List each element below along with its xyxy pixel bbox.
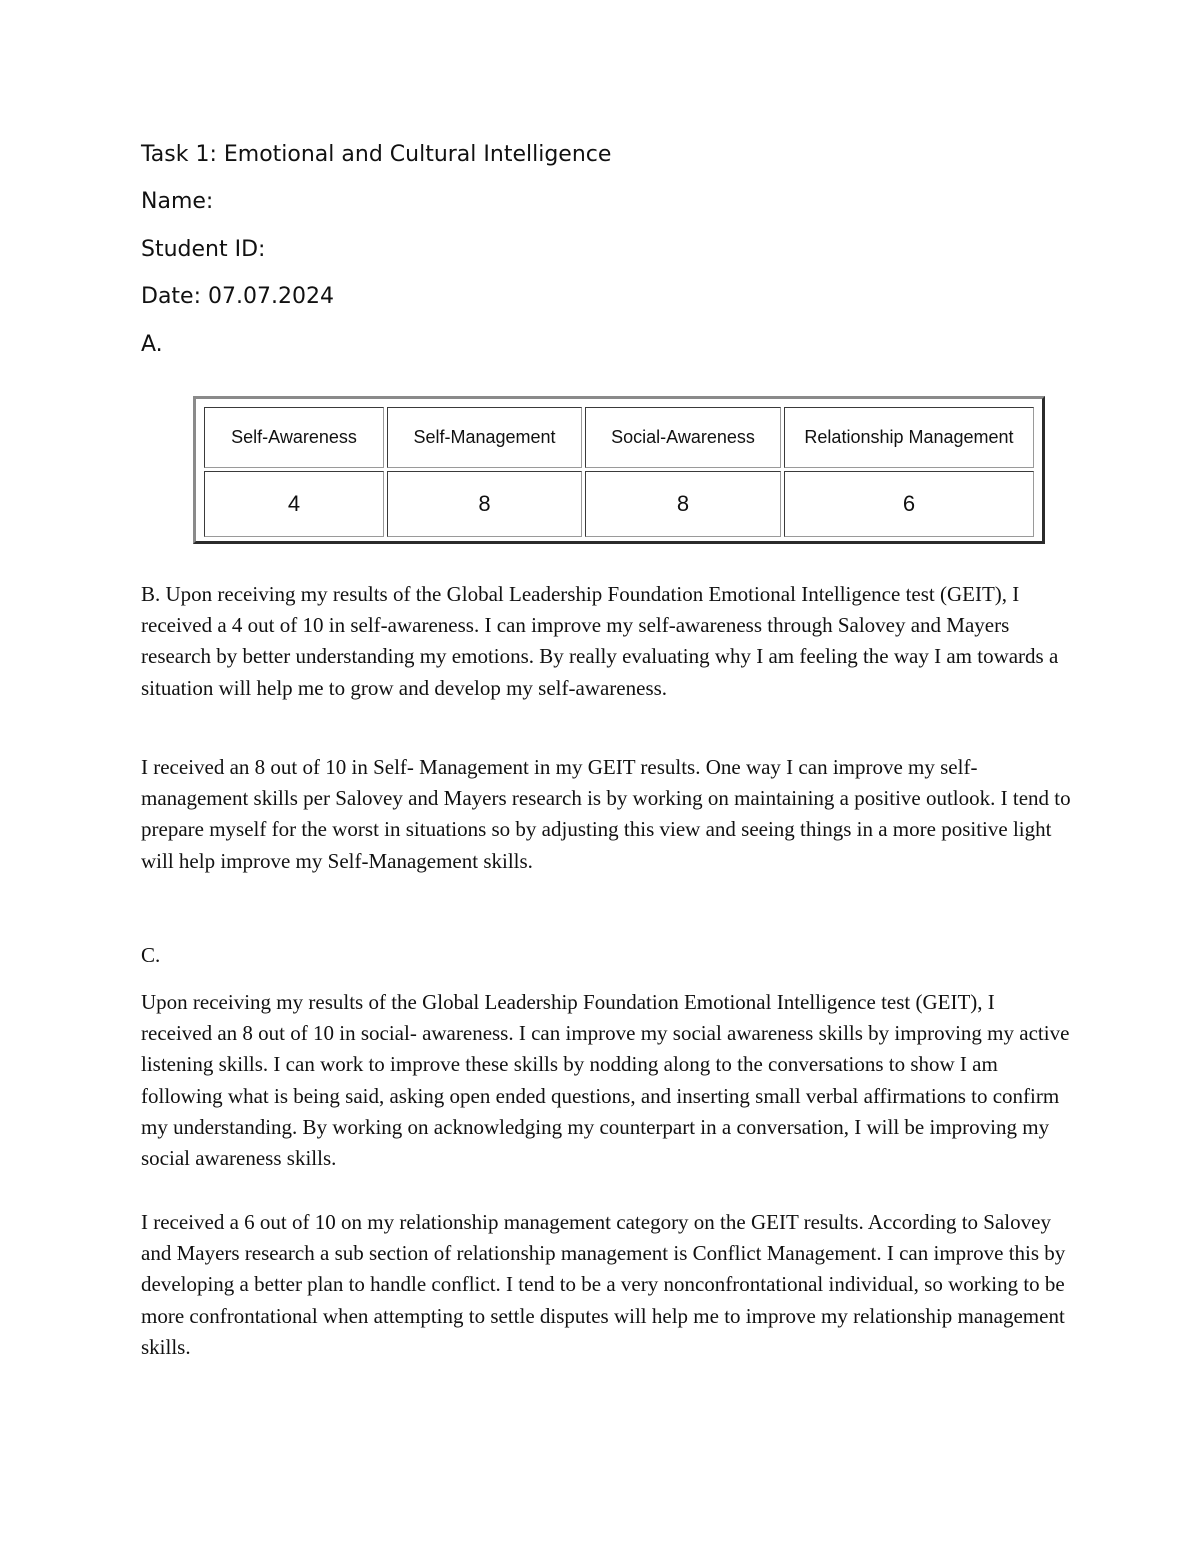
date-label: Date: 07.07.2024 (141, 284, 334, 309)
section-c-paragraph-2: I received a 6 out of 10 on my relationship management category on the GEIT results. According to Salovey and Mayers research a sub section of relationship management is Conflict Management. I can improve this by developing a better plan to handle conflict. I tend to be a very nonconfrontational individual, so working to be more confrontational when attempting to settle disputes will help me to improve my relationship management skills. (141, 1210, 1066, 1359)
value-social-awareness: 8 (585, 471, 781, 537)
student-id-label: Student ID: (141, 237, 266, 262)
section-c-label: C. (141, 943, 161, 967)
value-relationship-management: 6 (784, 471, 1034, 537)
scores-table (193, 396, 1045, 544)
name-label: Name: (141, 189, 214, 214)
value-self-management: 8 (387, 471, 582, 537)
header-self-awareness: Self-Awareness (204, 407, 384, 468)
value-self-awareness: 4 (204, 471, 384, 537)
scores-value-row (204, 471, 1034, 537)
header-social-awareness: Social-Awareness (585, 407, 781, 468)
scores-table-grid (201, 404, 1037, 540)
section-c-paragraph-1: Upon receiving my results of the Global Leadership Foundation Emotional Intelligence test (GEIT), I received an 8 out of 10 in social- awareness. I can improve my social awareness skills by improving my active listening skills. I can work to improve these skills by nodding along to the conversations to show I am following what is being said, asking open ended questions, and inserting small verbal affirmations to confirm my understanding. By working on acknowledging my counterpart in a conversation, I will be improving my social awareness skills. (141, 990, 1070, 1171)
section-b-paragraph-2: I received an 8 out of 10 in Self- Management in my GEIT results. One way I can improve my self-management skills per Salovey and Mayers research is by working on maintaining a positive outlook. I tend to prepare myself for the worst in situations so by adjusting this view and seeing things in a more positive light will help improve my Self-Management skills. (141, 755, 1071, 873)
header-self-management: Self-Management (387, 407, 582, 468)
header-relationship-management: Relationship Management (784, 407, 1034, 468)
scores-header-row (204, 407, 1034, 468)
section-a-label: A. (141, 332, 163, 357)
section-b-paragraph-1: B. Upon receiving my results of the Global Leadership Foundation Emotional Intelligence test (GEIT), I received a 4 out of 10 in self-awareness. I can improve my self-awareness through Salovey and Mayers research by better understanding my emotions. By really evaluating why I am feeling the way I am towards a situation will help me to grow and develop my self-awareness. (141, 582, 1059, 700)
document-title: Task 1: Emotional and Cultural Intelligence (141, 142, 612, 167)
